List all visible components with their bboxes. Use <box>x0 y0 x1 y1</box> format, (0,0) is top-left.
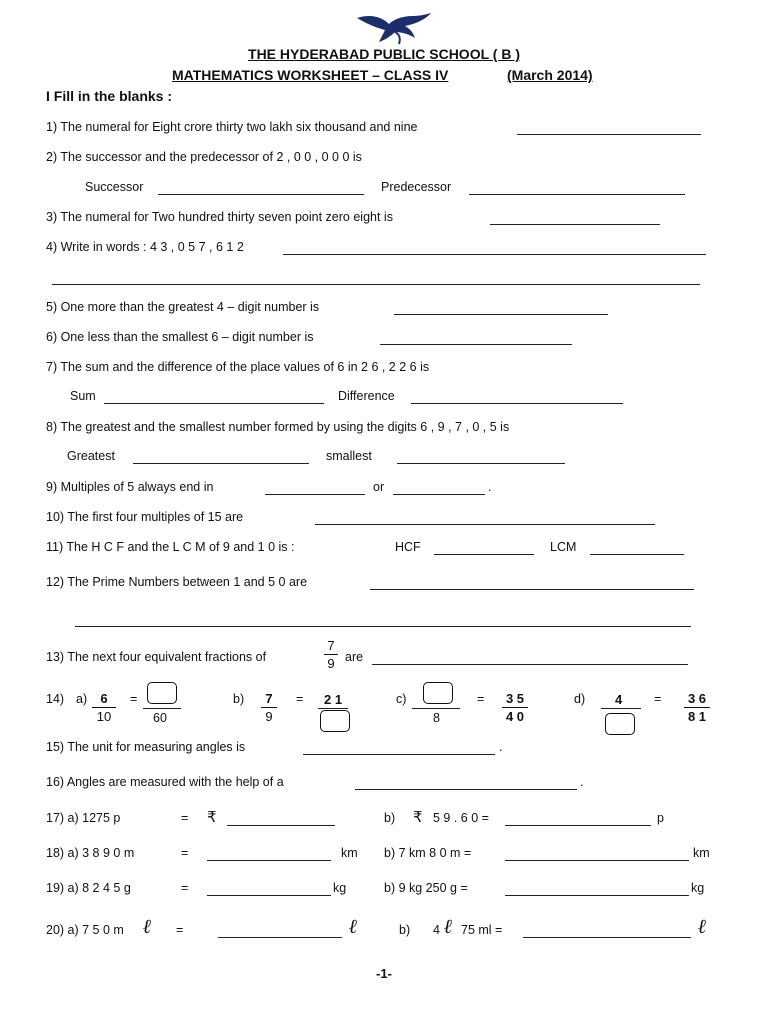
answer-blank-5[interactable] <box>394 313 608 315</box>
litre-symbol: ℓ <box>143 914 152 938</box>
q17b-unit: p <box>657 811 664 825</box>
lcm-blank[interactable] <box>590 553 684 555</box>
answer-blank-16[interactable] <box>355 788 577 790</box>
question-18b: b) 7 km 8 0 m = <box>384 846 472 860</box>
greatest-label: Greatest <box>67 449 115 463</box>
q14b-num-right: 2 1 <box>324 692 343 707</box>
sum-label: Sum <box>70 389 96 403</box>
predecessor-blank[interactable] <box>469 193 685 195</box>
period: . <box>488 480 492 494</box>
q14a-den-right: 60 <box>153 711 167 725</box>
answer-blank-12a[interactable] <box>370 588 694 590</box>
q14c-den-right: 4 0 <box>505 709 525 724</box>
fraction-7-9 <box>324 638 338 671</box>
fraction-bar <box>318 707 348 709</box>
are-label: are <box>345 650 364 664</box>
question-18a: 18) a) 3 8 9 0 m <box>46 846 135 860</box>
q19a-unit: kg <box>333 881 347 895</box>
fraction-bar <box>143 707 181 709</box>
page-number: -1- <box>376 966 392 981</box>
fraction-bar <box>412 707 460 709</box>
question-6: 6) One less than the smallest 6 – digit number is <box>46 330 314 344</box>
answer-blank-19a[interactable] <box>207 894 331 896</box>
equals-sign: = <box>130 692 138 706</box>
question-2: 2) The successor and the predecessor of 2 , 0 0 , 0 0 0 is <box>46 150 362 164</box>
equals-sign: = <box>296 692 304 706</box>
answer-blank-6[interactable] <box>380 343 572 345</box>
successor-label: Successor <box>85 180 144 194</box>
q14b-num-left: 7 <box>265 691 273 706</box>
fraction-bar <box>92 707 116 708</box>
q14b-answer-box[interactable] <box>320 710 350 732</box>
fraction-bar <box>601 707 641 709</box>
question-3: 3) The numeral for Two hundred thirty seven point zero eight is <box>46 210 393 224</box>
q19b-unit: kg <box>691 881 705 895</box>
question-7: 7) The sum and the difference of the place values of 6 in 2 6 , 2 2 6 is <box>46 360 430 374</box>
question-13: 13) The next four equivalent fractions of <box>46 650 267 664</box>
q20b-value: 4 <box>433 923 440 937</box>
answer-blank-4a[interactable] <box>283 253 706 255</box>
question-19b: b) 9 kg 250 g = <box>384 881 468 895</box>
q14c-label: c) <box>396 692 407 706</box>
answer-blank-18a[interactable] <box>207 859 331 861</box>
question-19a: 19) a) 8 2 4 5 g <box>46 881 131 895</box>
q14a-num-left: 6 <box>100 691 108 706</box>
fraction-bar <box>684 707 710 708</box>
rupee-symbol: ₹ <box>207 809 217 826</box>
question-4: 4) Write in words : 4 3 , 0 5 7 , 6 1 2 <box>46 240 244 254</box>
q14c-num-right: 3 5 <box>505 691 525 706</box>
smallest-label: smallest <box>326 449 372 463</box>
successor-blank[interactable] <box>158 193 364 195</box>
answer-blank-20a[interactable] <box>218 936 342 938</box>
question-15: 15) The unit for measuring angles is <box>46 740 246 754</box>
question-16: 16) Angles are measured with the help of a <box>46 775 284 789</box>
equals-sign: = <box>181 881 189 895</box>
q20b-label: b) <box>399 923 411 937</box>
q17b-value: 5 9 . 6 0 = <box>433 811 489 825</box>
equals-sign: = <box>176 923 184 937</box>
greatest-blank[interactable] <box>133 462 309 464</box>
smallest-blank[interactable] <box>397 462 565 464</box>
multiples-blank-1[interactable] <box>265 493 365 495</box>
difference-label: Difference <box>338 389 395 403</box>
litre-symbol: ℓ <box>698 914 707 938</box>
equals-sign: = <box>181 811 189 825</box>
difference-blank[interactable] <box>411 402 623 404</box>
q14c-answer-box[interactable] <box>423 682 453 704</box>
answer-blank-10[interactable] <box>315 523 655 525</box>
q14a-answer-box[interactable] <box>147 682 177 704</box>
q14b-label: b) <box>233 692 245 706</box>
hcf-blank[interactable] <box>434 553 534 555</box>
answer-blank-4b[interactable] <box>52 283 700 285</box>
school-logo-bird-icon <box>355 12 433 46</box>
question-8: 8) The greatest and the smallest number formed by using the digits 6 , 9 , 7 , 0 , 5 is <box>46 420 510 434</box>
question-11: 11) The H C F and the L C M of 9 and 1 0 is : <box>46 540 295 554</box>
hcf-label: HCF <box>395 540 421 554</box>
q20b-ml: 75 ml = <box>461 923 503 937</box>
answer-blank-3[interactable] <box>490 223 660 225</box>
answer-blank-18b[interactable] <box>505 859 689 861</box>
period: . <box>580 775 584 789</box>
q14a-fraction-left <box>92 691 116 724</box>
equals-sign: = <box>477 692 485 706</box>
q14a-label: a) <box>76 692 88 706</box>
question-5: 5) One more than the greatest 4 – digit number is <box>46 300 320 314</box>
q14d-num-left: 4 <box>615 692 623 707</box>
answer-blank-17a[interactable] <box>227 824 335 826</box>
lcm-label: LCM <box>550 540 577 554</box>
or-label: or <box>373 480 385 494</box>
q18b-unit: km <box>693 846 710 860</box>
answer-blank-12b[interactable] <box>75 625 691 627</box>
fraction-numerator: 7 <box>327 638 335 653</box>
answer-blank-20b[interactable] <box>523 936 691 938</box>
fraction-denominator: 9 <box>327 656 335 671</box>
fraction-bar <box>261 707 277 708</box>
q14d-answer-box[interactable] <box>605 713 635 735</box>
question-1: 1) The numeral for Eight crore thirty two lakh six thousand and nine <box>46 120 418 134</box>
worksheet-date: (March 2014) <box>507 67 593 83</box>
q14a-den-left: 10 <box>96 709 112 724</box>
answer-blank-15[interactable] <box>303 753 495 755</box>
question-20a: 20) a) 7 5 0 m <box>46 923 124 937</box>
q18a-unit: km <box>341 846 358 860</box>
fraction-bar <box>502 707 528 708</box>
q14d-den-right: 8 1 <box>687 709 707 724</box>
q14d-num-right: 3 6 <box>687 691 707 706</box>
litre-symbol: ℓ <box>349 914 358 938</box>
sum-blank[interactable] <box>104 402 324 404</box>
answer-blank-17b[interactable] <box>505 824 651 826</box>
question-17a: 17) a) 1275 p <box>46 811 121 825</box>
q17b-label: b) <box>384 811 396 825</box>
multiples-blank-2[interactable] <box>393 493 485 495</box>
q14b-den-left: 9 <box>265 709 273 724</box>
q14d-label: d) <box>574 692 586 706</box>
period: . <box>499 740 503 754</box>
fraction-bar <box>324 654 338 655</box>
equals-sign: = <box>181 846 189 860</box>
litre-symbol: ℓ <box>444 914 453 938</box>
q14c-fraction-right <box>502 691 528 724</box>
school-title: THE HYDERABAD PUBLIC SCHOOL ( B ) <box>248 46 520 62</box>
rupee-symbol: ₹ <box>413 809 423 826</box>
answer-blank-13[interactable] <box>372 663 688 665</box>
answer-blank-19b[interactable] <box>505 894 689 896</box>
q14d-fraction-right <box>684 691 710 724</box>
predecessor-label: Predecessor <box>381 180 452 194</box>
question-10: 10) The first four multiples of 15 are <box>46 510 244 524</box>
question-14: 14) <box>46 692 65 706</box>
q14b-fraction-left <box>261 691 277 724</box>
question-12: 12) The Prime Numbers between 1 and 5 0 are <box>46 575 308 589</box>
equals-sign: = <box>654 692 662 706</box>
q14c-den-left: 8 <box>433 711 440 725</box>
question-9: 9) Multiples of 5 always end in <box>46 480 214 494</box>
worksheet-title: MATHEMATICS WORKSHEET – CLASS IV <box>172 67 449 83</box>
section-heading: I Fill in the blanks : <box>46 88 173 104</box>
answer-blank-1[interactable] <box>517 133 701 135</box>
